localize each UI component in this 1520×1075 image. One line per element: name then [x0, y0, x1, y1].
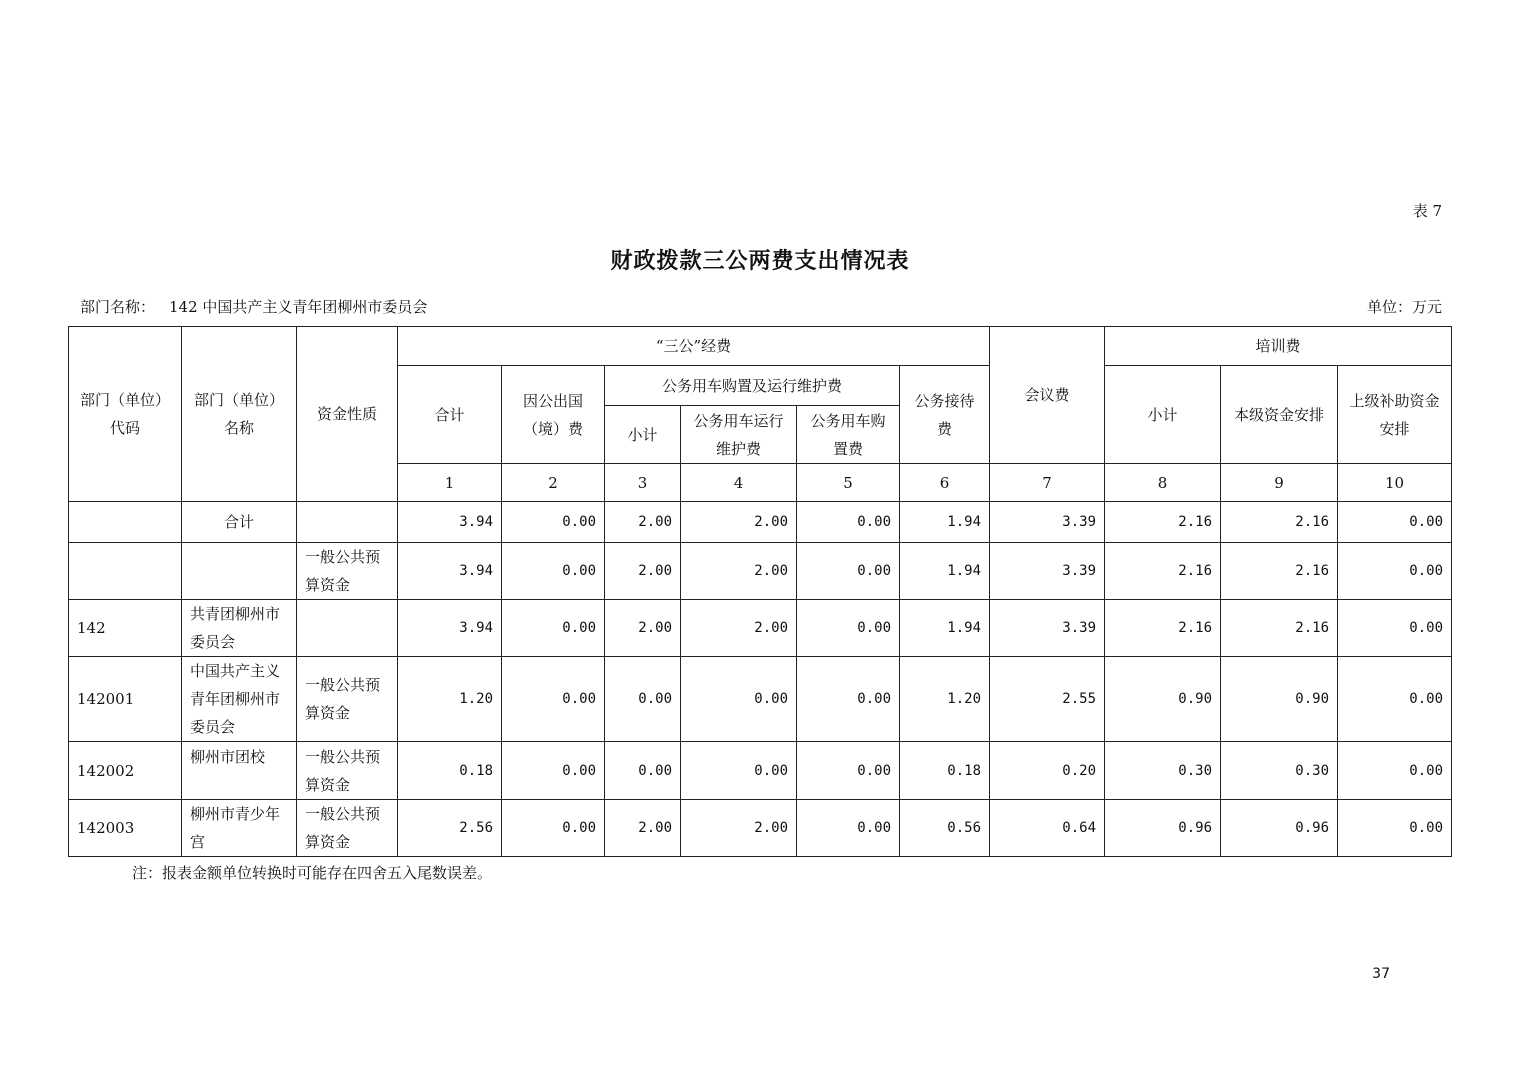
cell-value: 2.00 — [605, 502, 681, 543]
cell-value: 3.94 — [398, 543, 502, 600]
cell-value: 2.55 — [990, 657, 1105, 742]
cell-value: 0.00 — [681, 742, 797, 800]
table-row — [69, 600, 1452, 657]
cell-value: 0.00 — [502, 657, 605, 742]
table-row — [69, 800, 1452, 857]
cell-value: 2.16 — [1105, 543, 1221, 600]
row-name: 柳州市团校 — [182, 742, 297, 800]
cell-value: 1.94 — [900, 502, 990, 543]
col-num: 9 — [1221, 464, 1338, 502]
col-num: 5 — [797, 464, 900, 502]
col-num: 10 — [1338, 464, 1452, 502]
cell-value: 3.39 — [990, 502, 1105, 543]
cell-value: 2.00 — [681, 800, 797, 857]
cell-value: 0.00 — [605, 742, 681, 800]
cell-value: 0.00 — [1338, 502, 1452, 543]
department-value: 142 中国共产主义青年团柳州市委员会 — [169, 298, 428, 316]
cell-value: 0.90 — [1105, 657, 1221, 742]
department-label: 部门名称： — [80, 298, 156, 316]
cell-value: 2.00 — [605, 800, 681, 857]
col-num: 7 — [990, 464, 1105, 502]
cell-value: 0.00 — [797, 657, 900, 742]
header-train-upper: 上级补助资金安排 — [1338, 366, 1452, 464]
row-name: 合计 — [182, 502, 297, 543]
cell-value: 0.00 — [502, 800, 605, 857]
cell-value: 2.16 — [1105, 502, 1221, 543]
cell-value: 2.00 — [605, 543, 681, 600]
row-name: 柳州市青少年宫 — [182, 800, 297, 857]
table-row — [69, 657, 1452, 742]
cell-value: 0.00 — [797, 742, 900, 800]
row-code: 142003 — [69, 800, 182, 857]
header-train-local: 本级资金安排 — [1221, 366, 1338, 464]
cell-value: 0.56 — [900, 800, 990, 857]
header-car-maint: 公务用车运行维护费 — [681, 406, 797, 464]
row-name: 中国共产主义青年团柳州市委员会 — [182, 657, 297, 742]
header-train-subtotal: 小计 — [1105, 366, 1221, 464]
unit-label: 单位：万元 — [1366, 298, 1442, 316]
row-fund — [297, 502, 398, 543]
col-num: 1 — [398, 464, 502, 502]
header-sangong: “三公”经费 — [398, 327, 990, 366]
cell-value: 1.20 — [900, 657, 990, 742]
cell-value: 0.30 — [1105, 742, 1221, 800]
header-dept-code: 部门（单位）代码 — [69, 327, 182, 502]
row-fund: 一般公共预算资金 — [297, 742, 398, 800]
cell-value: 2.16 — [1221, 600, 1338, 657]
cell-value: 1.94 — [900, 600, 990, 657]
header-training: 培训费 — [1105, 327, 1452, 366]
cell-value: 0.00 — [681, 657, 797, 742]
cell-value: 0.00 — [1338, 657, 1452, 742]
header-reception: 公务接待费 — [900, 366, 990, 464]
page-number: 37 — [1372, 966, 1390, 982]
cell-value: 3.94 — [398, 600, 502, 657]
cell-value: 0.00 — [502, 600, 605, 657]
cell-value: 0.00 — [797, 502, 900, 543]
col-num: 6 — [900, 464, 990, 502]
cell-value: 0.00 — [1338, 543, 1452, 600]
cell-value: 0.00 — [797, 800, 900, 857]
cell-value: 0.90 — [1221, 657, 1338, 742]
cell-value: 0.96 — [1105, 800, 1221, 857]
cell-value: 0.18 — [398, 742, 502, 800]
department-line — [80, 296, 427, 317]
col-num: 3 — [605, 464, 681, 502]
header-abroad: 因公出国（境）费 — [502, 366, 605, 464]
cell-value: 0.00 — [502, 543, 605, 600]
table-row — [69, 502, 1452, 543]
header-car-subtotal: 小计 — [605, 406, 681, 464]
cell-value: 2.16 — [1221, 502, 1338, 543]
table-row — [69, 742, 1452, 800]
expenditure-table — [68, 326, 1452, 857]
cell-value: 0.00 — [1338, 600, 1452, 657]
cell-value: 0.64 — [990, 800, 1105, 857]
col-num: 8 — [1105, 464, 1221, 502]
row-code — [69, 543, 182, 600]
row-code — [69, 502, 182, 543]
cell-value: 1.94 — [900, 543, 990, 600]
cell-value: 0.00 — [502, 502, 605, 543]
cell-value: 1.20 — [398, 657, 502, 742]
cell-value: 0.00 — [797, 600, 900, 657]
cell-value: 2.00 — [605, 600, 681, 657]
header-fund-type: 资金性质 — [297, 327, 398, 502]
cell-value: 0.00 — [1338, 742, 1452, 800]
row-code: 142002 — [69, 742, 182, 800]
page-title: 财政拨款三公两费支出情况表 — [610, 248, 910, 274]
header-meeting: 会议费 — [990, 327, 1105, 464]
row-fund: 一般公共预算资金 — [297, 800, 398, 857]
cell-value: 3.39 — [990, 543, 1105, 600]
cell-value: 0.20 — [990, 742, 1105, 800]
col-num: 4 — [681, 464, 797, 502]
cell-value: 0.00 — [1338, 800, 1452, 857]
table-row — [69, 543, 1452, 600]
cell-value: 3.39 — [990, 600, 1105, 657]
row-name: 共青团柳州市委员会 — [182, 600, 297, 657]
header-row-1 — [69, 327, 1452, 366]
cell-value: 0.00 — [797, 543, 900, 600]
row-fund: 一般公共预算资金 — [297, 657, 398, 742]
row-code: 142 — [69, 600, 182, 657]
cell-value: 0.00 — [605, 657, 681, 742]
col-num: 2 — [502, 464, 605, 502]
cell-value: 0.18 — [900, 742, 990, 800]
header-dept-name: 部门（单位）名称 — [182, 327, 297, 502]
cell-value: 0.00 — [502, 742, 605, 800]
cell-value: 0.30 — [1221, 742, 1338, 800]
row-name — [182, 543, 297, 600]
footnote: 注：报表金额单位转换时可能存在四舍五入尾数误差。 — [132, 864, 493, 882]
row-fund — [297, 600, 398, 657]
cell-value: 2.56 — [398, 800, 502, 857]
header-total: 合计 — [398, 366, 502, 464]
cell-value: 2.16 — [1221, 543, 1338, 600]
cell-value: 2.00 — [681, 543, 797, 600]
cell-value: 2.00 — [681, 502, 797, 543]
cell-value: 2.00 — [681, 600, 797, 657]
cell-value: 0.96 — [1221, 800, 1338, 857]
cell-value: 3.94 — [398, 502, 502, 543]
row-fund: 一般公共预算资金 — [297, 543, 398, 600]
table-number: 表 7 — [1412, 202, 1442, 220]
header-car-purchase: 公务用车购置费 — [797, 406, 900, 464]
cell-value: 2.16 — [1105, 600, 1221, 657]
row-code: 142001 — [69, 657, 182, 742]
header-car-group: 公务用车购置及运行维护费 — [605, 366, 900, 406]
